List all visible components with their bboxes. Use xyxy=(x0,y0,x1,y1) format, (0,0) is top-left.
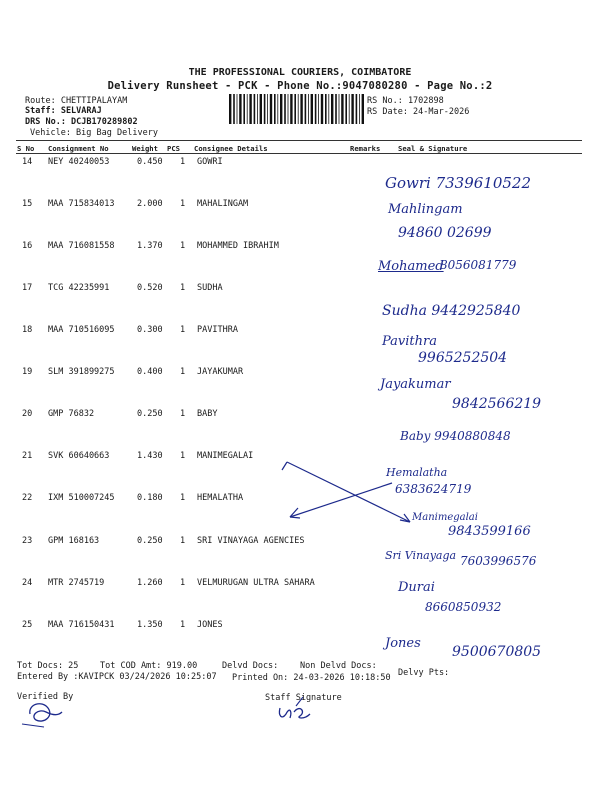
row-consignee: VELMURUGAN ULTRA SAHARA xyxy=(197,578,315,588)
handwritten-phone: 8056081779 xyxy=(440,258,517,272)
row-pcs: 1 xyxy=(180,241,186,251)
row-consignment: GMP 76832 xyxy=(48,409,95,419)
row-sno: 14 xyxy=(22,157,33,167)
handwritten-phone: 6383624719 xyxy=(395,482,472,496)
row-sno: 20 xyxy=(22,409,33,419)
row-consignment: GPM 168163 xyxy=(48,536,100,546)
runsheet-subtitle: Delivery Runsheet - PCK - Phone No.:9047080280 - Page No.:2 xyxy=(107,80,493,92)
verifier-signature-scribble xyxy=(30,704,62,721)
verifier-signature-underline xyxy=(22,724,44,727)
row-pcs: 1 xyxy=(180,493,186,503)
handwritten-signature: Manimegalai xyxy=(412,512,478,523)
rs-number: RS No.: 1702898 xyxy=(367,96,444,106)
row-sno: 18 xyxy=(22,325,33,335)
handwritten-signature: Baby 9940880848 xyxy=(400,429,511,443)
row-sno: 25 xyxy=(22,620,33,630)
printed-on: Printed On: 24-03-2026 10:18:50 xyxy=(232,673,391,683)
handwritten-phone: 9842566219 xyxy=(452,396,542,412)
handwritten-signature: Pavithra xyxy=(382,334,437,349)
row-consignee: JONES xyxy=(197,620,223,630)
row-pcs: 1 xyxy=(180,620,186,630)
staff-signature-label: Staff Signature xyxy=(265,693,342,703)
row-sno: 15 xyxy=(22,199,33,209)
row-consignment: IXM 510007245 xyxy=(48,493,115,503)
col-consignee: Consignee Details xyxy=(194,144,268,153)
delivered-docs: Delvd Docs: xyxy=(222,661,279,671)
row-pcs: 1 xyxy=(180,367,186,377)
row-sno: 22 xyxy=(22,493,33,503)
handwritten-signature: Jones xyxy=(385,636,421,651)
col-seal-signature: Seal & Signature xyxy=(398,144,468,153)
arrow-tick xyxy=(282,462,287,470)
col-weight: Weight xyxy=(132,144,158,153)
row-pcs: 1 xyxy=(180,451,186,461)
row-weight: 1.350 xyxy=(137,620,163,630)
staff-signature-scribble xyxy=(279,708,310,718)
rs-date: RS Date: 24-Mar-2026 xyxy=(367,107,470,117)
row-consignment: MAA 716150431 xyxy=(48,620,115,630)
handwritten-phone: 9843599166 xyxy=(448,524,531,539)
row-sno: 21 xyxy=(22,451,33,461)
delivery-points: Delvy Pts: xyxy=(398,668,450,678)
row-weight: 2.000 xyxy=(137,199,163,209)
handwritten-phone: 94860 02699 xyxy=(398,225,492,241)
row-sno: 23 xyxy=(22,536,33,546)
non-delivered-docs: Non Delvd Docs: xyxy=(300,661,377,671)
row-weight: 0.520 xyxy=(137,283,163,293)
handwritten-signature: Mahlingam xyxy=(388,202,463,217)
route-label: Route: CHETTIPALAYAM xyxy=(25,96,128,106)
col-remarks: Remarks xyxy=(350,144,381,153)
row-weight: 0.450 xyxy=(137,157,163,167)
row-pcs: 1 xyxy=(180,325,186,335)
row-consignment: MTR 2745719 xyxy=(48,578,105,588)
row-pcs: 1 xyxy=(180,409,186,419)
company-title: THE PROFESSIONAL COURIERS, COIMBATORE xyxy=(188,67,412,78)
col-sno: S No xyxy=(17,144,35,153)
row-sno: 16 xyxy=(22,241,33,251)
row-consignment: TCG 42235991 xyxy=(48,283,110,293)
row-consignee: BABY xyxy=(197,409,218,419)
staff-label: Staff: SELVARAJ xyxy=(25,106,102,116)
handwritten-phone: 8660850932 xyxy=(425,600,502,614)
row-consignment: SVK 60640663 xyxy=(48,451,110,461)
handwritten-signature: Hemalatha xyxy=(386,466,448,479)
row-sno: 24 xyxy=(22,578,33,588)
handwritten-signature: Jayakumar xyxy=(380,377,451,392)
row-sno: 19 xyxy=(22,367,33,377)
row-consignment: MAA 715834013 xyxy=(48,199,115,209)
handwritten-signature: Durai xyxy=(398,580,435,595)
row-consignment: MAA 710516095 xyxy=(48,325,115,335)
row-consignee: HEMALATHA xyxy=(197,493,244,503)
row-weight: 0.250 xyxy=(137,409,163,419)
row-pcs: 1 xyxy=(180,199,186,209)
row-weight: 0.180 xyxy=(137,493,163,503)
handwritten-phone: 7603996576 xyxy=(460,554,537,568)
total-cod-amount: Tot COD Amt: 919.00 xyxy=(100,661,198,671)
row-weight: 0.400 xyxy=(137,367,163,377)
row-pcs: 1 xyxy=(180,578,186,588)
row-consignment: MAA 716081558 xyxy=(48,241,115,251)
row-consignee: PAVITHRA xyxy=(197,325,238,335)
entered-by: Entered By :KAVIPCK 03/24/2026 10:25:07 xyxy=(17,672,217,682)
row-weight: 1.370 xyxy=(137,241,163,251)
row-consignee: SRI VINAYAGA AGENCIES xyxy=(197,536,305,546)
handwritten-signature: Mohamed xyxy=(378,259,444,274)
row-weight: 0.250 xyxy=(137,536,163,546)
row-consignee: JAYAKUMAR xyxy=(197,367,244,377)
handwritten-phone: 9965252504 xyxy=(418,350,508,366)
row-consignee: MANIMEGALAI xyxy=(197,451,254,461)
handwritten-phone: 9500670805 xyxy=(452,644,542,660)
row-consignee: MOHAMMED IBRAHIM xyxy=(197,241,279,251)
row-consignee: MAHALINGAM xyxy=(197,199,249,209)
row-consignee: GOWRI xyxy=(197,157,223,167)
verified-by-label: Verified By xyxy=(17,692,74,702)
handwritten-signature: Sudha 9442925840 xyxy=(382,303,521,319)
row-consignment: SLM 391899275 xyxy=(48,367,115,377)
col-consignment: Consignment No xyxy=(48,144,109,153)
row-pcs: 1 xyxy=(180,536,186,546)
vehicle-label: Vehicle: Big Bag Delivery xyxy=(30,128,158,138)
col-pcs: PCS xyxy=(167,144,180,153)
handwritten-signature: Sri Vinayaga xyxy=(385,549,457,562)
row-consignee: SUDHA xyxy=(197,283,223,293)
arrow-line xyxy=(287,462,410,522)
row-sno: 17 xyxy=(22,283,33,293)
row-pcs: 1 xyxy=(180,283,186,293)
row-weight: 1.260 xyxy=(137,578,163,588)
row-weight: 1.430 xyxy=(137,451,163,461)
drs-label: DRS No.: DCJB170289802 xyxy=(25,117,138,127)
row-consignment: NEY 40240053 xyxy=(48,157,110,167)
handwritten-signature: Gowri 7339610522 xyxy=(385,174,532,192)
row-weight: 0.300 xyxy=(137,325,163,335)
row-pcs: 1 xyxy=(180,157,186,167)
total-docs: Tot Docs: 25 xyxy=(17,661,79,671)
